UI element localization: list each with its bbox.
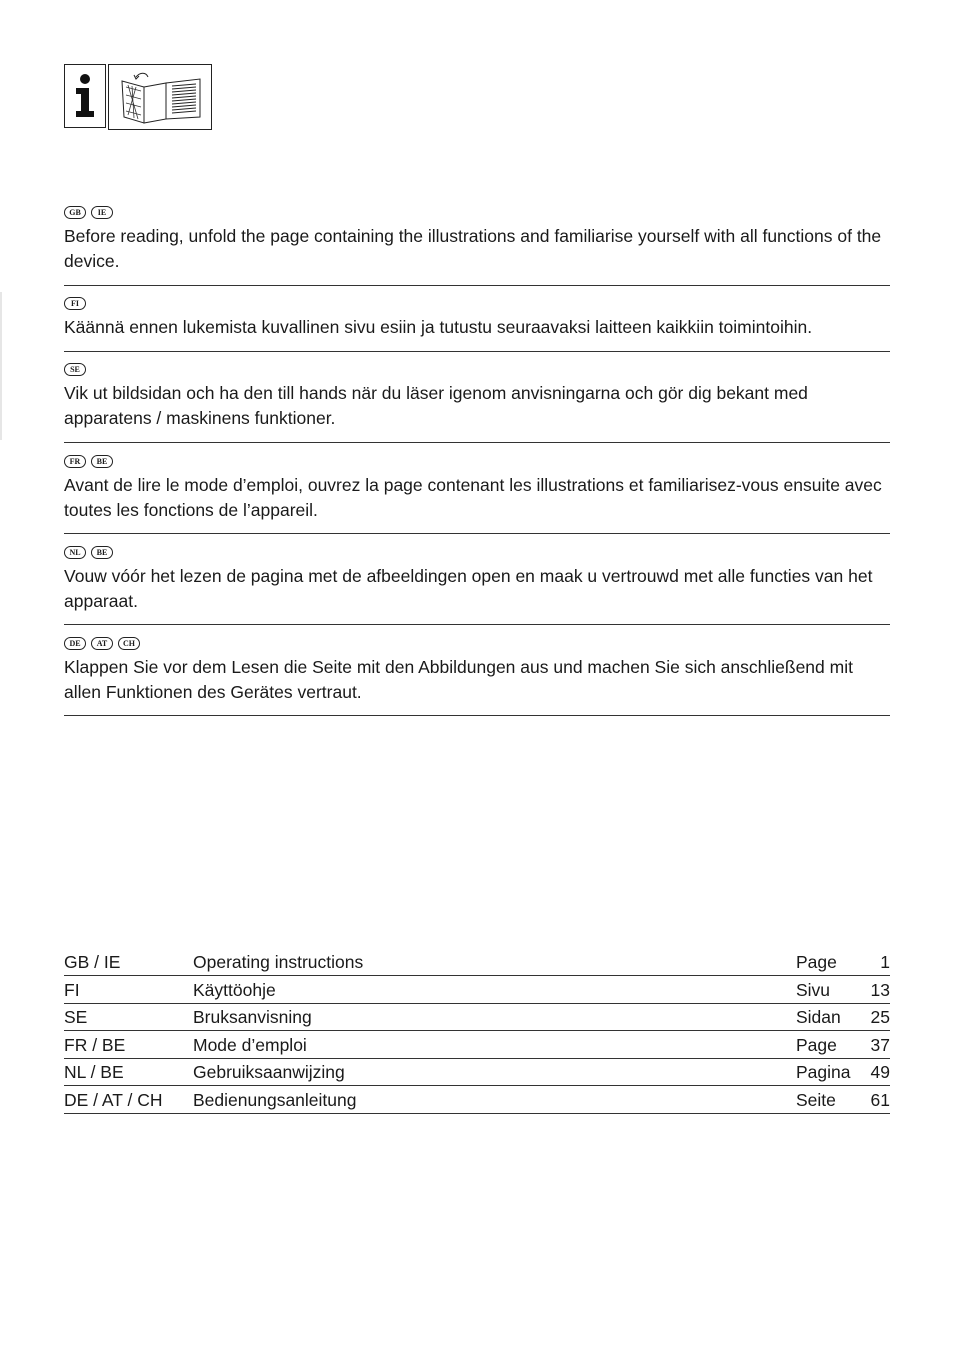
toc-page-number: 61: [870, 1089, 890, 1110]
toc-language-code: NL / BE: [64, 1062, 124, 1082]
country-badge: SE: [64, 363, 86, 376]
country-badge: FI: [64, 297, 86, 310]
toc-title: Mode d’emploi: [193, 1034, 307, 1055]
country-badge: DE: [64, 637, 86, 650]
lang-section-nl-be: [64, 546, 890, 625]
instruction-text: Before reading, unfold the page containing the illustrations and familiarise yourself with all functions of the device.: [64, 226, 882, 271]
country-badge: BE: [91, 455, 113, 468]
toc-page-label: Sidan: [796, 1007, 841, 1027]
toc-language-code: SE: [64, 1007, 88, 1027]
country-badge: GB: [64, 206, 86, 219]
instruction-text: Vik ut bildsidan och ha den till hands när du läser igenom anvisningarna och gör dig bekant med apparatens / maskinens funktioner.: [64, 383, 808, 428]
toc-language-code: GB / IE: [64, 952, 121, 972]
toc-title: Käyttöohje: [193, 979, 276, 1000]
toc-language-code: FR / BE: [64, 1034, 126, 1055]
country-badge: NL: [64, 546, 86, 559]
toc-title: Bedienungsanleitung: [193, 1089, 357, 1110]
country-badge: AT: [91, 637, 113, 650]
toc-row[interactable]: [64, 1004, 890, 1031]
country-badges: [64, 297, 890, 311]
instruction-text: Vouw vóór het lezen de pagina met de afbeeldingen open en maak u vertrouwd met alle functies van het apparaat.: [64, 566, 873, 611]
country-badges: [64, 637, 890, 651]
toc-page-label: Pagina: [796, 1062, 851, 1082]
toc-page-label: Seite: [796, 1089, 836, 1110]
table-of-contents: [64, 949, 890, 1114]
toc-page-number: 37: [870, 1034, 890, 1055]
lang-section-fi: [64, 297, 890, 352]
toc-language-code: FI: [64, 979, 80, 1000]
toc-page-number: 25: [870, 1007, 890, 1027]
country-badges: [64, 455, 890, 469]
instruction-text: Klappen Sie vor dem Lesen die Seite mit den Abbildungen aus und machen Sie sich anschließend mit allen Funktionen des Gerätes vertraut.: [64, 657, 853, 702]
unfold-book-icon: [108, 64, 212, 130]
lang-section-se: [64, 363, 890, 443]
toc-page-label: Page: [796, 952, 837, 972]
toc-page-number: 49: [870, 1062, 890, 1082]
toc-row[interactable]: [64, 1032, 890, 1059]
toc-page-label: Page: [796, 1034, 837, 1055]
instruction-text: Avant de lire le mode d’emploi, ouvrez la page contenant les illustrations et familiarisez-vous ensuite avec toutes les fonctions de l’appareil.: [64, 475, 882, 520]
toc-language-code: DE / AT / CH: [64, 1089, 163, 1110]
toc-title: Gebruiksaanwijzing: [193, 1062, 345, 1082]
lang-section-gb-ie: [64, 206, 890, 286]
toc-row[interactable]: [64, 1059, 890, 1086]
lang-section-fr-be: [64, 455, 890, 534]
toc-title: Bruksanvisning: [193, 1007, 312, 1027]
toc-page-label: Sivu: [796, 979, 831, 1000]
toc-row[interactable]: [64, 977, 890, 1004]
page-edge-mark: [0, 292, 2, 440]
info-icon: [64, 64, 106, 128]
instruction-text: Käännä ennen lukemista kuvallinen sivu esiin ja tutustu seuraavaksi laitteen kaikkiin toimintoihin.: [64, 317, 813, 337]
country-badges: [64, 546, 890, 560]
toc-title: Operating instructions: [193, 952, 364, 972]
toc-row[interactable]: [64, 1087, 890, 1114]
country-badge: FR: [64, 455, 86, 468]
country-badge: BE: [91, 546, 113, 559]
country-badge: IE: [91, 206, 113, 219]
toc-page-number: 1: [880, 952, 890, 972]
lang-section-de-at-ch: [64, 637, 890, 716]
toc-row[interactable]: [64, 949, 890, 976]
country-badges: [64, 363, 890, 377]
country-badges: [64, 206, 890, 220]
country-badge: CH: [118, 637, 140, 650]
header-icons: [64, 64, 212, 130]
toc-page-number: 13: [870, 979, 890, 1000]
